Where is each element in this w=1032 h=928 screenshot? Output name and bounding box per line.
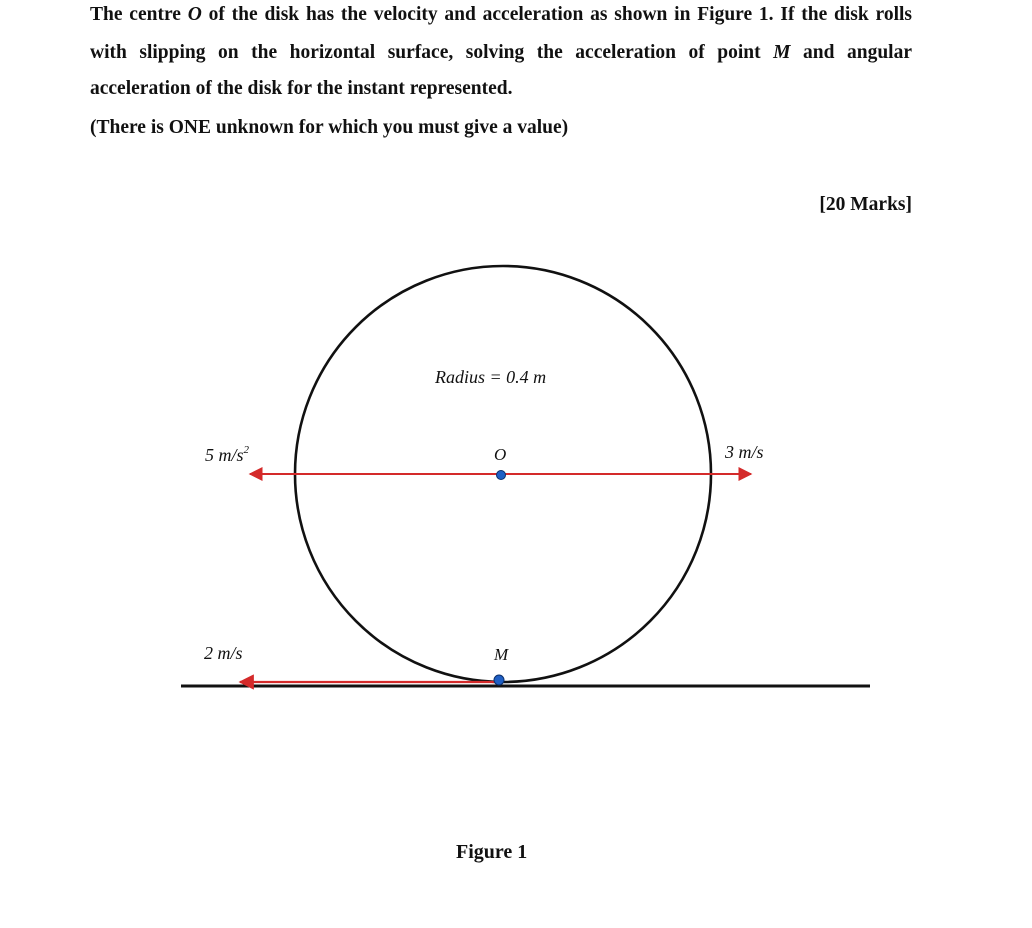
variable-m: M — [773, 42, 791, 63]
center-velocity-label: 3 m/s — [725, 442, 764, 462]
center-point-o — [497, 471, 506, 480]
contact-point-m — [494, 675, 504, 685]
radius-label: Radius = 0.4 m — [435, 367, 547, 387]
acceleration-exponent: 2 — [243, 444, 250, 456]
acceleration-value: 5 m/s — [205, 445, 244, 465]
problem-text-line-3: acceleration of the disk for the instant represented. — [90, 78, 513, 99]
problem-note: (There is ONE unknown for which you must give a value) — [90, 117, 569, 138]
problem-text-segment: and angular — [790, 42, 912, 63]
center-label: O — [494, 445, 507, 464]
problem-text-segment: of the disk has the velocity and acceleration as shown in Figure 1. If the disk rolls — [201, 4, 912, 25]
contact-velocity-label: 2 m/s — [204, 643, 243, 663]
marks-label: [20 Marks] — [819, 194, 912, 215]
problem-text-segment: The centre — [90, 4, 188, 25]
problem-text-segment: with slipping on the horizontal surface, solving the acceleration of point — [90, 42, 774, 63]
variable-o: O — [187, 4, 202, 25]
figure-caption: Figure 1 — [456, 841, 528, 863]
acceleration-label — [205, 441, 249, 465]
contact-label: M — [494, 645, 509, 664]
